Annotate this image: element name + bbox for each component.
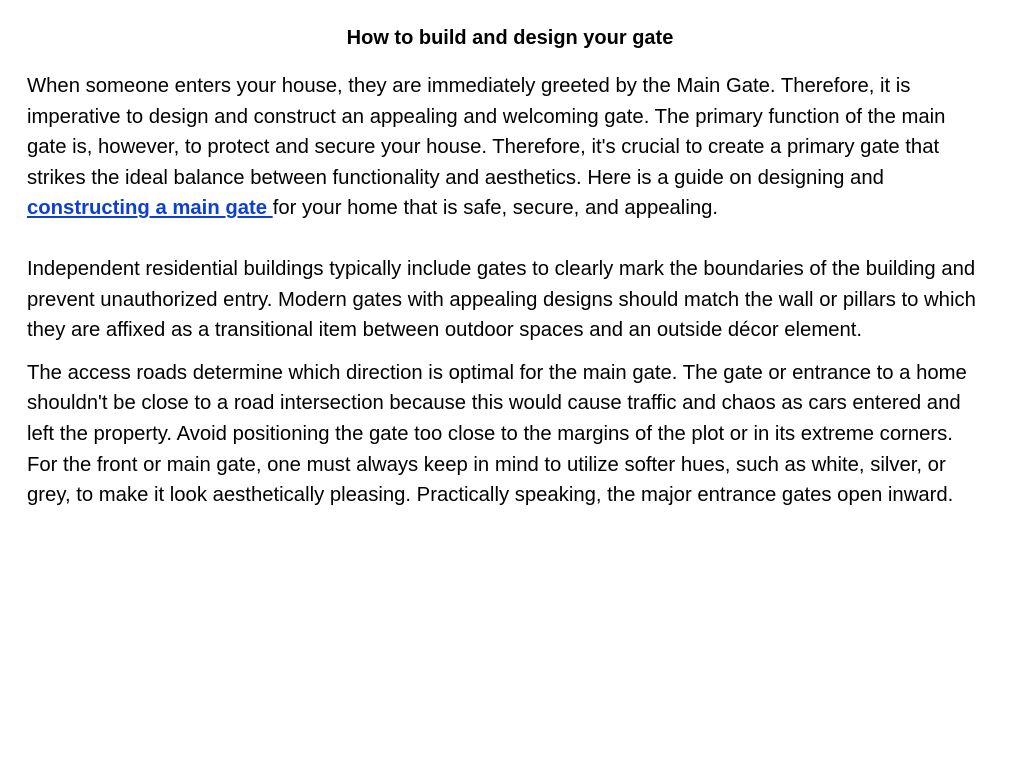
paragraph-direction: The access roads determine which direction is optimal for the main gate. The gate or entrance to a home shouldn't be close to a road intersection because this would cause traffic and chaos as cars entered and left the property. Avoid positioning the gate too close to the margins of the plot or in its extreme corners. For the front or main gate, one must always keep in mind to utilize softer hues, such as white, silver, or grey, to make it look aesthetically pleasing. Practically speaking, the major entrance gates open inward. [27,361,967,507]
article-body [27,71,987,511]
paragraph-boundaries: Independent residential buildings typically include gates to clearly mark the boundaries of the building and prevent unauthorized entry. Modern gates with appealing designs should match the wall or pillars to which they are affixed as a transitional item between outdoor spaces and an outside décor element. [27,257,976,342]
paragraph-spacer [27,224,987,254]
paragraph-intro [27,71,987,224]
paragraph-intro-text-before-link: When someone enters your house, they are immediately greeted by the Main Gate. Therefore, it is imperative to design and construct an appealing and welcoming gate. The primary function of the main gate is, however, to protect and secure your house. Therefore, it's crucial to create a primary gate that strikes the ideal balance between functionality and aesthetics. Here is a guide on designing and [27,75,946,189]
paragraph-intro-text-after-link: for your home that is safe, secure, and appealing. [272,197,719,220]
page-title: How to build and design your gate [346,27,674,49]
paragraph-spacer [27,346,987,358]
constructing-main-gate-link[interactable]: constructing a main gate [27,197,273,220]
